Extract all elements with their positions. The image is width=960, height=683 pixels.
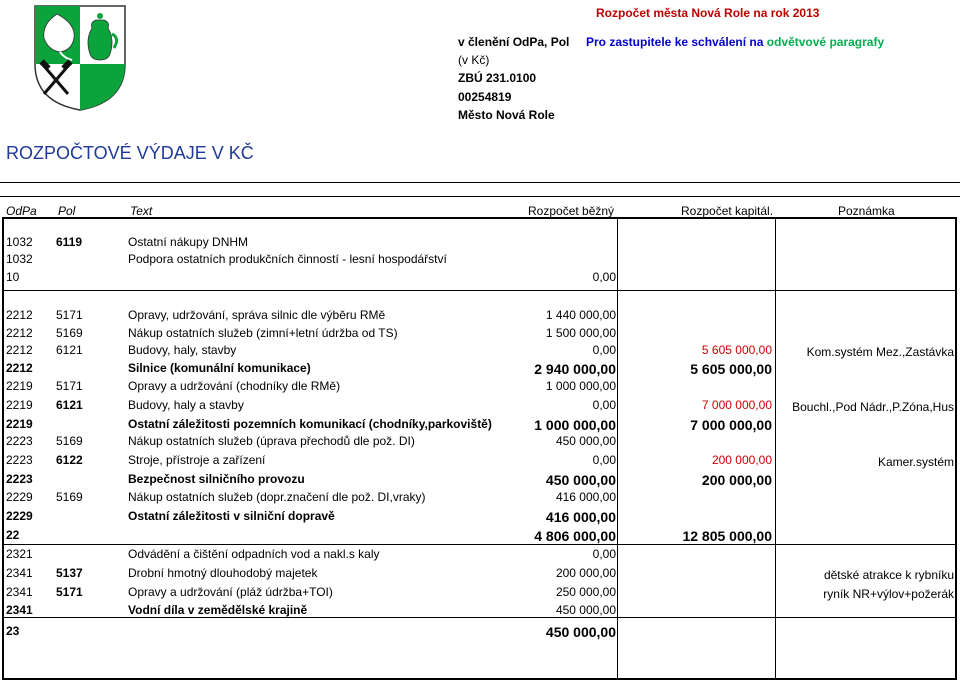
cell-note: ryník NR+výlov+požerák	[823, 587, 954, 601]
cell-current: 450 000,00	[545, 472, 616, 488]
cell-odpa: 2219	[6, 398, 33, 412]
col-note: Poznámka	[838, 204, 895, 218]
cell-odpa: 2212	[6, 326, 33, 340]
cell-current: 416 000,00	[555, 490, 616, 504]
cell-odpa: 2229	[6, 490, 33, 504]
cell-text: Nákup ostatních služeb (úprava přechodů dle pož. DI)	[128, 434, 415, 448]
cell-current: 450 000,00	[555, 434, 616, 448]
cell-text: Podpora ostatních produkčních činností - lesní hospodářství	[128, 252, 447, 266]
cell-current: 416 000,00	[545, 509, 616, 525]
cell-capital: 12 805 000,00	[682, 528, 772, 544]
cell-current: 0,00	[592, 270, 616, 284]
cell-text: Nákup ostatních služeb (dopr.značení dle pož. DI,vraky)	[128, 490, 426, 504]
cell-text: Silnice (komunální komunikace)	[128, 361, 311, 375]
cell-pol: 5169	[56, 326, 83, 340]
cell-text: Nákup ostatních služeb (zimní+letní údržba od TS)	[128, 326, 398, 340]
cell-current: 1 000 000,00	[545, 379, 616, 393]
cell-odpa: 2219	[6, 379, 33, 393]
cell-odpa: 2212	[6, 361, 33, 375]
cell-note: Bouchl.,Pod Nádr.,P.Zóna,Hus	[792, 400, 954, 414]
section-23-line	[2, 617, 957, 618]
cell-text: Budovy, haly a stavby	[128, 398, 244, 412]
cell-note: dětské atrakce k rybníku	[823, 568, 954, 582]
cell-current: 1 440 000,00	[545, 308, 616, 322]
cell-current: 250 000,00	[555, 585, 616, 599]
approval-note	[586, 35, 884, 49]
cell-odpa: 2229	[6, 509, 33, 523]
cell-odpa: 22	[6, 528, 20, 542]
cell-current: 2 940 000,00	[534, 361, 616, 377]
cell-pol: 5169	[56, 434, 83, 448]
cell-odpa: 1032	[6, 252, 33, 266]
cell-text: Ostatní záležitosti pozemních komunikací (chodníky,parkoviště)	[128, 417, 492, 431]
coat-of-arms-logo	[30, 2, 130, 112]
cell-current: 4 806 000,00	[534, 528, 616, 544]
cell-odpa: 2212	[6, 308, 33, 322]
cell-capital: 5 605 000,00	[701, 343, 772, 357]
cell-capital: 7 000 000,00	[701, 398, 772, 412]
approval-note-prefix: Pro zastupitele ke schválení na	[586, 35, 767, 49]
cell-odpa: 2223	[6, 472, 33, 486]
cell-text: Opravy, udržování, správa silnic dle výběru RMě	[128, 308, 386, 322]
cell-capital: 200 000,00	[711, 453, 772, 467]
cell-text: Budovy, haly, stavby	[128, 343, 237, 357]
cell-current: 0,00	[592, 453, 616, 467]
cell-text: Ostatní nákupy DNHM	[128, 235, 249, 249]
cell-text: Ostatní záležitosti v silniční dopravě	[128, 509, 335, 523]
cell-current: 450 000,00	[555, 603, 616, 617]
col-sep-capital	[775, 217, 776, 680]
cell-pol: 5137	[56, 566, 83, 580]
cell-current: 200 000,00	[555, 566, 616, 580]
cell-pol: 5169	[56, 490, 83, 504]
budget-title: Rozpočet města Nová Role na rok 2013	[596, 6, 820, 20]
col-odpa: OdPa	[6, 204, 37, 218]
cell-odpa: 2223	[6, 453, 33, 467]
zbu-label: ZBÚ 231.0100	[458, 71, 537, 85]
cell-capital: 5 605 000,00	[690, 361, 772, 377]
cell-odpa: 2223	[6, 434, 33, 448]
cell-odpa: 2341	[6, 603, 33, 617]
cell-odpa: 2219	[6, 417, 33, 431]
cell-text: Opravy a udržování (chodníky dle RMě)	[128, 379, 341, 393]
cell-pol: 6121	[56, 398, 83, 412]
cell-current: 0,00	[592, 398, 616, 412]
section-22-line	[2, 544, 957, 545]
cell-text: Odvádění a čištění odpadních vod a nakl.s kaly	[128, 547, 380, 561]
cell-text: Vodní díla v zemědělské krajině	[128, 603, 308, 617]
cell-pol: 5171	[56, 379, 83, 393]
cell-odpa: 2341	[6, 566, 33, 580]
cell-current: 1 000 000,00	[534, 417, 616, 433]
cell-capital: 200 000,00	[701, 472, 772, 488]
cell-odpa: 1032	[6, 235, 33, 249]
cell-capital: 7 000 000,00	[690, 417, 772, 433]
header-top-rule	[0, 196, 960, 197]
cell-note: Kamer.systém	[877, 455, 954, 469]
cell-current: 0,00	[592, 547, 616, 561]
cell-current: 1 500 000,00	[545, 326, 616, 340]
cell-text: Drobní hmotný dlouhodobý majetek	[128, 566, 318, 580]
cell-odpa: 10	[6, 270, 20, 284]
page-title: ROZPOČTOVÉ VÝDAJE V KČ	[6, 143, 254, 163]
approval-note-highlight: odvětvové paragrafy	[766, 35, 885, 49]
cell-pol: 6122	[56, 453, 83, 467]
cell-pol: 6119	[56, 235, 83, 249]
cell-note: Kom.systém Mez.,Zastávka	[806, 345, 954, 359]
cell-pol: 5171	[56, 585, 83, 599]
cell-text: Opravy a udržování (pláž údržba+TOI)	[128, 585, 333, 599]
cell-text: Stroje, přístroje a zařízení	[128, 453, 266, 467]
section-10-line	[2, 290, 957, 291]
cell-odpa: 2321	[6, 547, 33, 561]
ico-label: 00254819	[458, 90, 512, 104]
breakdown-label: v členění OdPa, Pol	[458, 35, 570, 49]
cell-pol: 5171	[56, 308, 83, 322]
col-sep-current	[617, 217, 618, 680]
cell-pol: 6121	[56, 343, 83, 357]
title-underline	[0, 182, 960, 183]
cell-current: 450 000,00	[545, 624, 616, 640]
cell-odpa: 2341	[6, 585, 33, 599]
cell-odpa: 23	[6, 624, 20, 638]
col-current: Rozpočet běžný	[528, 204, 615, 218]
col-pol: Pol	[58, 204, 76, 218]
cell-odpa: 2212	[6, 343, 33, 357]
cell-current: 0,00	[592, 343, 616, 357]
col-text: Text	[130, 204, 153, 218]
cell-text: Bezpečnost silničního provozu	[128, 472, 305, 486]
currency-unit: (v Kč)	[458, 53, 490, 67]
city-label: Město Nová Role	[458, 108, 555, 122]
col-capital: Rozpočet kapitál.	[681, 204, 774, 218]
